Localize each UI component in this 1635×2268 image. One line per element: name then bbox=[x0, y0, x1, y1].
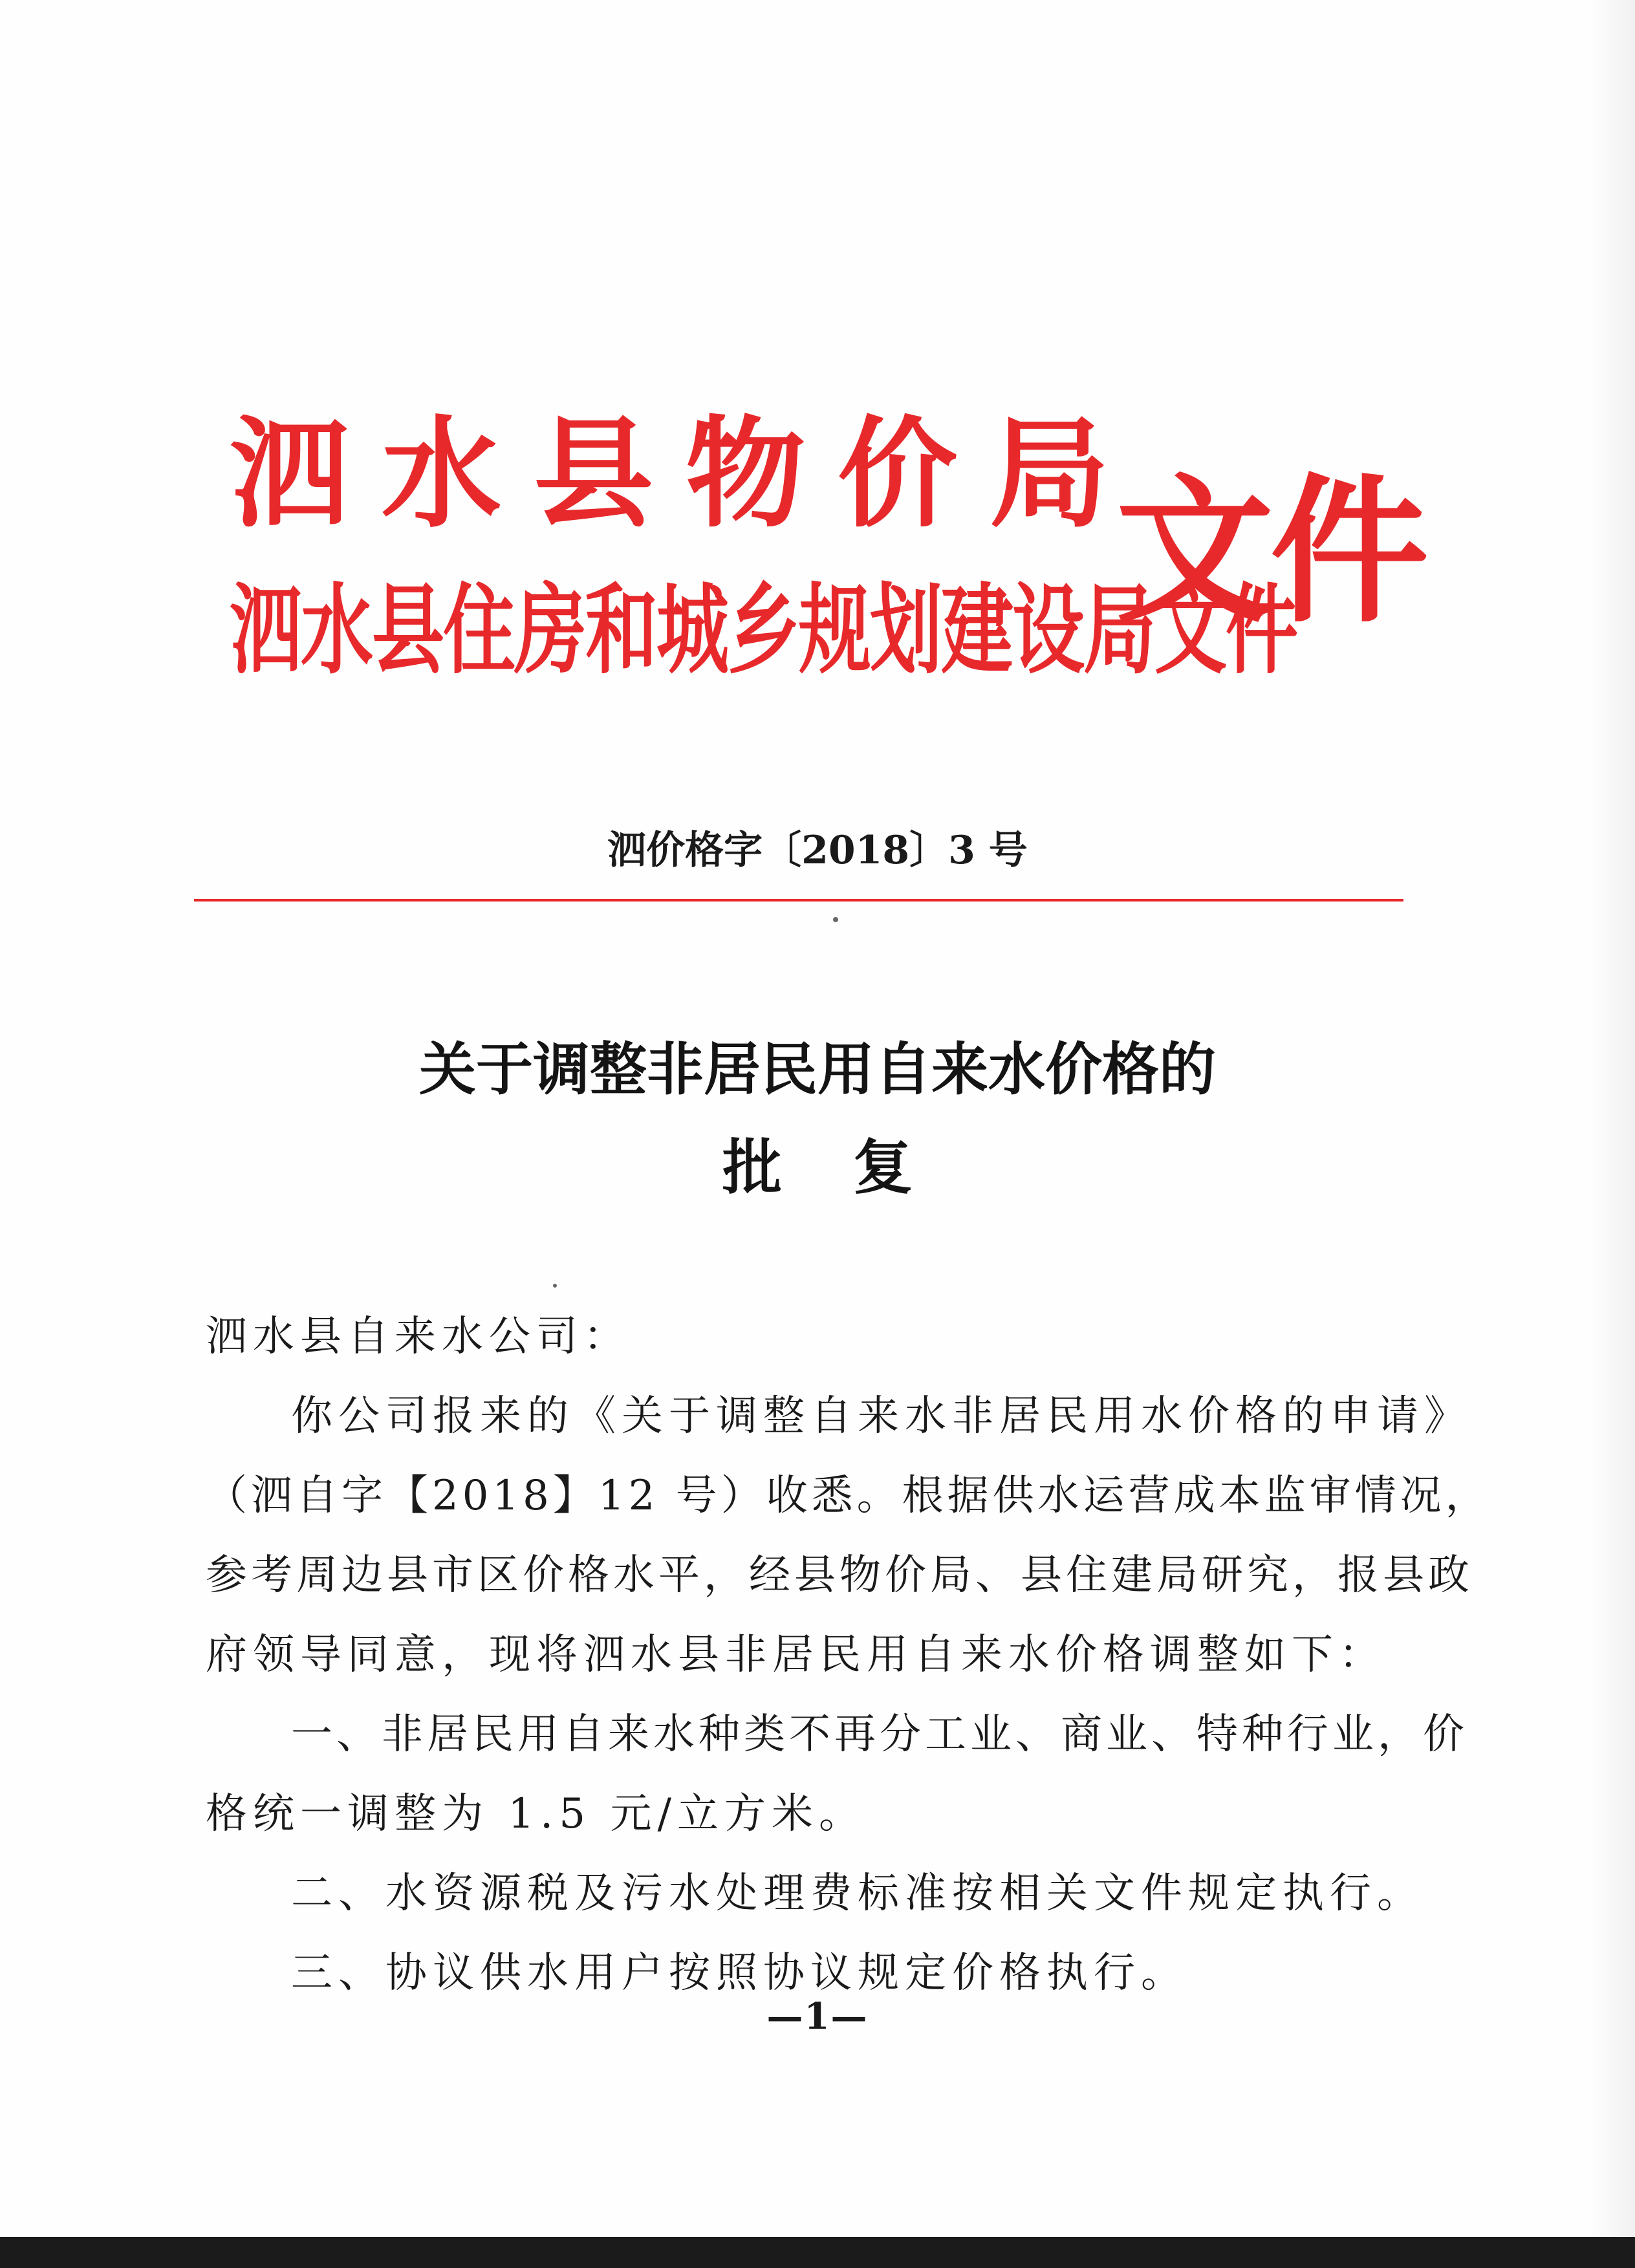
body-line: 参考周边县市区价格水平，经县物价局、县住建局研究，报县政 bbox=[206, 1551, 1473, 1599]
header-char: 水 bbox=[382, 403, 501, 544]
scan-bottom-edge bbox=[0, 2237, 1635, 2268]
header-char: 价 bbox=[838, 403, 957, 544]
scan-speck bbox=[553, 1284, 557, 1288]
body-line: 二、水资源税及污水处理费标准按相关文件规定执行。 bbox=[291, 1870, 1424, 1917]
issuer-header-secondary: 泗水县住房和城乡规划建设局文件 bbox=[230, 574, 1297, 688]
document-type-header: 文件 bbox=[1116, 458, 1425, 644]
page-number: —1— bbox=[766, 1995, 869, 2038]
document-number: 泗价格字〔2018〕3 号 bbox=[607, 828, 1028, 873]
salutation: 泗水县自来水公司： bbox=[206, 1313, 631, 1361]
header-char: 县 bbox=[534, 403, 653, 544]
header-char: 物 bbox=[686, 403, 805, 544]
header-char: 局 bbox=[990, 403, 1109, 544]
scan-edge bbox=[1590, 0, 1635, 2268]
body-line: 一、非居民用自来水种类不再分工业、商业、特种行业，价 bbox=[291, 1711, 1468, 1758]
document-title: 关于调整非居民用自来水价格的 bbox=[418, 1036, 1216, 1103]
scan-speck bbox=[833, 917, 838, 922]
header-char: 泗 bbox=[230, 403, 349, 544]
body-line: 府领导同意，现将泗水县非居民用自来水价格调整如下： bbox=[206, 1631, 1386, 1679]
body-line: 三、协议供水用户按照协议规定价格执行。 bbox=[291, 1949, 1188, 1997]
document-title-reply: 批复 bbox=[722, 1133, 984, 1202]
red-divider bbox=[194, 899, 1403, 902]
body-line: 格统一调整为 1.5 元/立方米。 bbox=[206, 1790, 867, 1838]
body-line: 你公司报来的《关于调整自来水非居民用水价格的申请》 bbox=[291, 1392, 1471, 1440]
body-line: （泗自字【2018】12 号）收悉。根据供水运营成本监审情况， bbox=[206, 1472, 1491, 1520]
issuer-header-primary bbox=[230, 403, 1109, 544]
